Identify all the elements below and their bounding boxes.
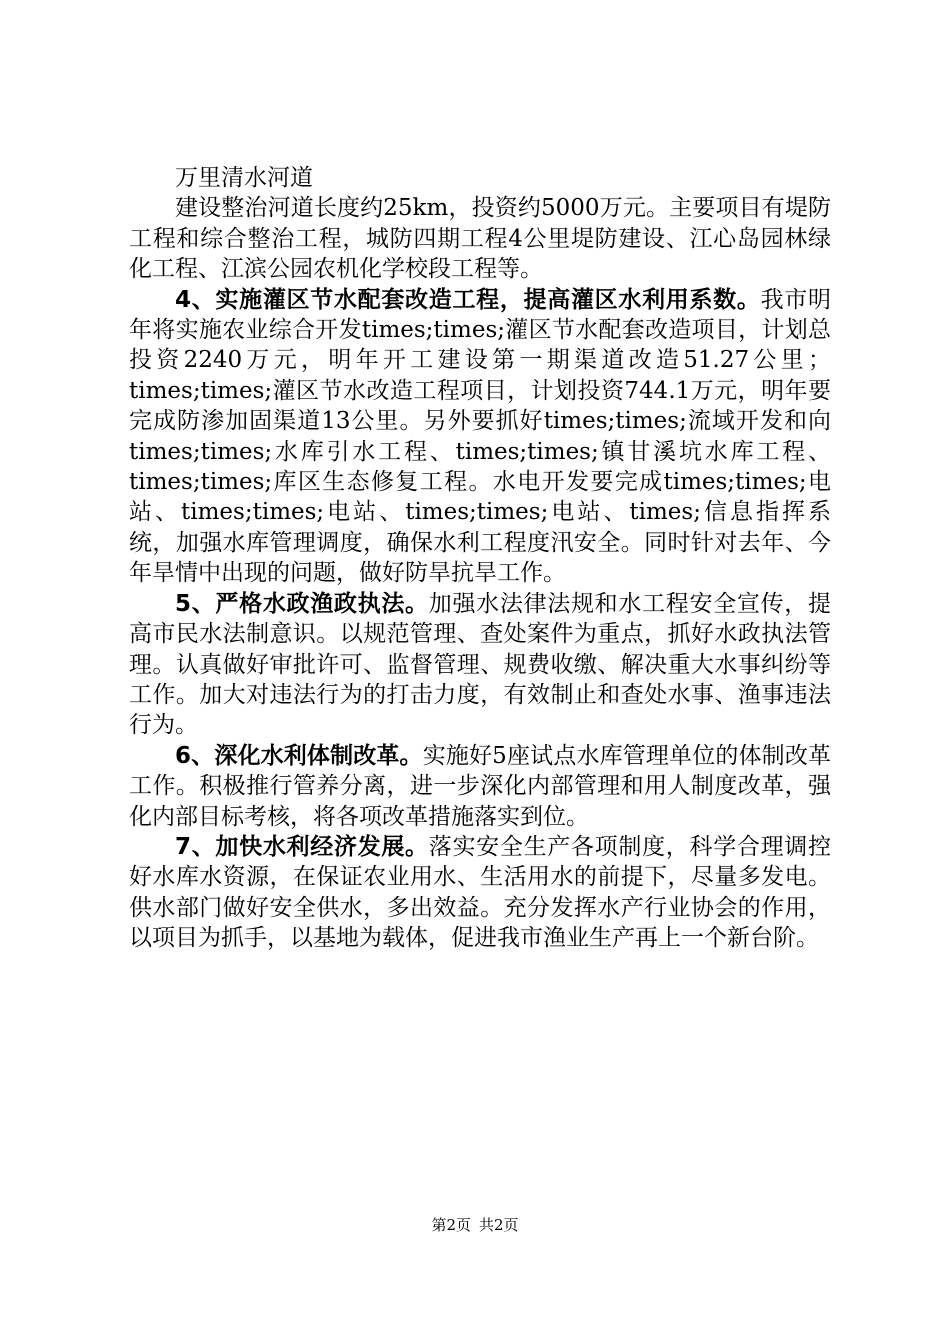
page-number: 第2页 <box>431 1216 471 1234</box>
paragraph-text: 落实安全生产各项制度，科学合理调控好水库水资源，在保证农业用水、生活用水的前提下，尽量多发电。供水部门做好安全供水，多出效益。充分发挥水产行业协会的作用，以项目为抓手，以基地为载体，促进我市渔业生产再上一个新台阶。 <box>129 833 831 952</box>
page-total: 共2页 <box>479 1216 519 1234</box>
paragraph-text: 加强水法律法规和水工程安全宣传，提高市民水法制意识。以规范管理、查处案件为重点，抓好水政执法管理。认真做好审批许可、监督管理、规费收缴、解决重大水事纠纷等工作。加大对违法行为的打击力度，有效制止和查处水事、渔事违法行为。 <box>129 590 831 739</box>
section-title: 万里清水河道 <box>175 165 313 191</box>
paragraph-text: 实施好5座试点水库管理单位的体制改革工作。积极推行管养分离，进一步深化内部管理和用人制度改革，强化内部目标考核，将各项改革措施落实到位。 <box>129 742 831 830</box>
paragraph-text: 建设整治河道长度约25km，投资约5000万元。主要项目有堤防工程和综合整治工程，城防四期工程4公里堤防建设、江心岛园林绿化工程、江滨公园农机化学校段工程等。 <box>129 195 831 283</box>
paragraph-system-reform <box>129 741 831 832</box>
paragraph-law-enforcement <box>129 589 831 741</box>
paragraph-irrigation <box>129 285 831 589</box>
paragraph-heading: 4、实施灌区节水配套改造工程，提高灌区水利用系数。 <box>175 286 761 313</box>
document-body <box>129 163 831 954</box>
paragraph-heading: 7、加快水利经济发展。 <box>175 833 429 860</box>
paragraph-river-works <box>129 193 831 284</box>
paragraph-text: 我市明年将实施农业综合开发times;times;灌区节水配套改造项目，计划总投资2240万元，明年开工建设第一期渠道改造51.27公里；times;times;灌区节水改造工程项目，计划投资744.1万元，明年要完成防渗加固渠道13公里。另外要抓好times;times;流域开发和向times;times;水库引水工程、times;times;镇甘溪坑水库工程、times;times;库区生态修复工程。水电开发要完成times;times;电站、times;times;电站、times;times;电站、times;信息指挥系统，加强水库管理调度，确保水利工程度汛安全。同时针对去年、今年旱情中出现的问题，做好防旱抗旱工作。 <box>129 286 831 587</box>
page-footer <box>0 1214 950 1235</box>
paragraph-economic-development <box>129 832 831 954</box>
paragraph-heading: 5、严格水政渔政执法。 <box>175 590 429 617</box>
paragraph-heading: 6、深化水利体制改革。 <box>175 742 423 769</box>
